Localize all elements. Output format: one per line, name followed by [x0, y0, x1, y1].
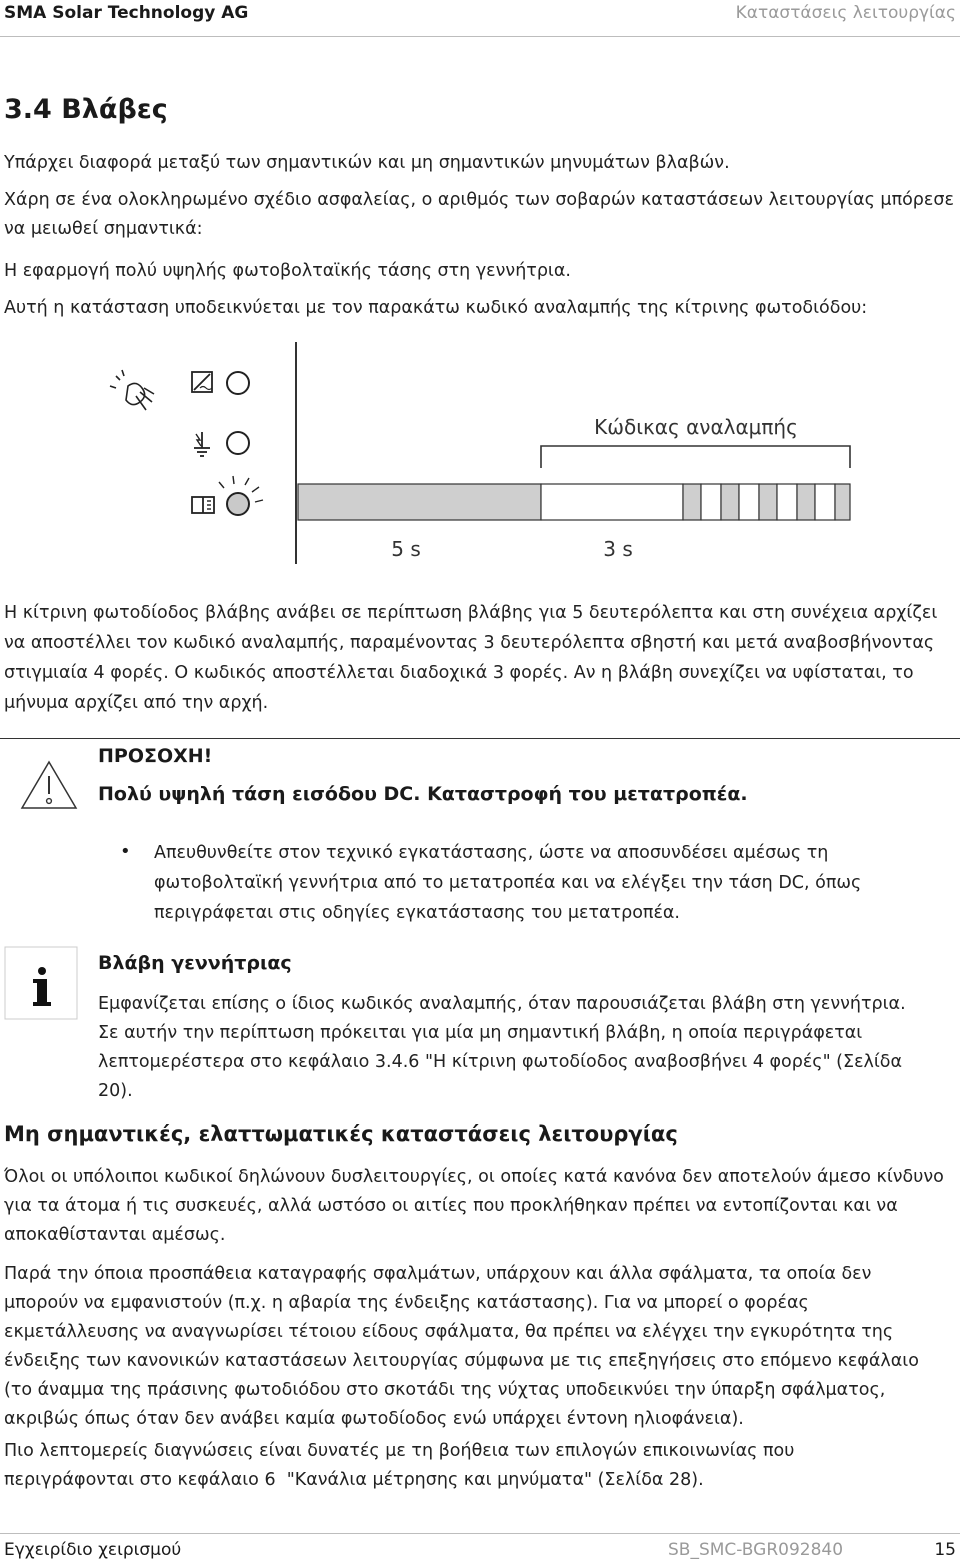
led-off-3s-bar: [541, 484, 683, 520]
intro-paragraph-3: Η εφαρμογή πολύ υψηλής φωτοβολταϊκής τάσης στη γεννήτρια.: [4, 261, 571, 281]
earth-fault-icon: [194, 432, 210, 456]
blink-gap: [777, 484, 797, 520]
info-text: Εμφανίζεται επίσης ο ίδιος κωδικός αναλαμπής, όταν παρουσιάζεται βλάβη στη γεννήτρια. Σε αυτήν την περίπτωση πρόκειται για μία μη σημαντική βλάβη, η οποία περιγράφεται λεπτομερέστερα στο κεφάλαιο 3.4.6 "Η κίτρινη φωτοδίοδος αναβοσβήνει 4 φορές" (Σελίδα 20).: [98, 994, 906, 1101]
tap-icon: [110, 370, 154, 410]
blink-code-diagram: [0, 336, 960, 570]
intro-paragraph-2: Χάρη σε ένα ολοκληρωμένο σχέδιο ασφαλείας, ο αριθμός των σοβαρών καταστάσεων λειτουργίας μπόρεσε να μειωθεί σημαντικά:: [4, 190, 960, 239]
blink-gap: [739, 484, 759, 520]
blink-gap: [815, 484, 835, 520]
warning-title: ΠΡΟΣΟΧΗ!: [98, 745, 213, 767]
blink-pulses: [683, 484, 850, 520]
bullet-dot: •: [120, 841, 131, 862]
blink-gap: [701, 484, 721, 520]
blink-pulse: [797, 484, 815, 520]
header-company: SMA Solar Technology AG: [4, 3, 249, 23]
duration-5s-label: 5 s: [391, 537, 421, 561]
warning-divider: [0, 738, 960, 739]
info-title: Βλάβη γεννήτριας: [98, 952, 292, 974]
section-paragraph-1: Όλοι οι υπόλοιποι κωδικοί δηλώνουν δυσλειτουργίες, οι οποίες κατά κανόνα δεν αποτελούν άμεσο κίνδυνο για τα άτομα ή τις συσκευές, αλλά ωστόσο οι αιτίες που προκλήθηκαν πρέπει να εντοπίζονται και να αποκαθίστανται αμέσως.: [4, 1167, 950, 1245]
page-title: 3.4 Βλάβες: [4, 94, 168, 125]
blink-code-bracket: [541, 446, 850, 468]
green-led-icon: [227, 372, 249, 394]
footer-document-code: SB_SMC-BGR092840: [668, 1540, 844, 1560]
section-paragraph-2: Παρά την όποια προσπάθεια καταγραφής σφαλμάτων, υπάρχουν και άλλα σφάλματα, τα οποία δεν μπορούν να εμφανιστούν (π.χ. η αβαρία της ένδειξης κατάστασης). Για να μπορεί ο φορέας εκμετάλλευσης να αναγνωρίσει τέτοιου είδους σφάλματα, θα πρέπει να ελέγχει την εγκυρότητα της ένδειξης των κανονικών καταστάσεων λειτουργίας σύμφωνα με τις επεξηγήσεις στο επόμενο κεφάλαιο (το άναμμα της πράσινης φωτοδιόδου στο σκοτάδι της νύχτας υποδεικνύει την ύπαρξη σφάλματος, ακριβώς όπως όταν δεν ανάβει καμία φωτοδίοδος ενώ υπάρχει έντονη ηλιοφάνεια).: [4, 1264, 925, 1429]
blink-pulse: [835, 484, 850, 520]
warning-subtitle: Πολύ υψηλή τάση εισόδου DC. Καταστροφή του μετατροπέα.: [98, 783, 748, 805]
blink-pulse: [721, 484, 739, 520]
footer-manual: Εγχειρίδιο χειρισμού: [4, 1540, 182, 1560]
explanation-paragraph: Η κίτρινη φωτοδίοδος βλάβης ανάβει σε περίπτωση βλάβης για 5 δευτερόλεπτα και στη συνέχεια αρχίζει να αποστέλλει τον κωδικό αναλαμπής, παραμένοντας 3 δευτερόλεπτα σβηστή και μετά αναβοσβήνοντας στιγμιαία 4 φορές. Ο κωδικός αποστέλλεται διαδοχικά 3 φορές. Αν η βλάβη συνεχίζει να υφίσταται, το μήνυμα αρχίζει από την αρχή.: [4, 603, 943, 713]
header-section: Καταστάσεις λειτουργίας: [735, 3, 956, 23]
led-on-5s-bar: [298, 484, 541, 520]
footer-page-number: 15: [934, 1540, 956, 1560]
red-led-icon: [227, 432, 249, 454]
header-divider: [0, 36, 960, 37]
yellow-led-icon: [227, 493, 249, 515]
intro-paragraph-4: Αυτή η κατάσταση υποδεικνύεται με τον παρακάτω κωδικό αναλαμπής της κίτρινης φωτοδιόδου:: [4, 298, 868, 318]
warning-icon: [20, 760, 78, 810]
intro-paragraph-1: Υπάρχει διαφορά μεταξύ των σημαντικών και μη σημαντικών μηνυμάτων βλαβών.: [4, 153, 730, 173]
section-paragraph-3: Πιο λεπτομερείς διαγνώσεις είναι δυνατές με τη βοήθεια των επιλογών επικοινωνίας που περιγράφονται στο κεφάλαιο 6 "Κανάλια μέτρησης και μηνύματα" (Σελίδα 28).: [4, 1441, 800, 1490]
blink-code-label: Κώδικας αναλαμπής: [594, 415, 798, 439]
warning-bullet: Απευθυνθείτε στον τεχνικό εγκατάστασης, ώστε να αποσυνδέσει αμέσως τη φωτοβολταϊκή γεννήτρια από το μετατροπέα και να ελέγξει την τάση DC, όπως περιγράφεται στις οδηγίες εγκατάστασης του μετατροπέα.: [154, 843, 862, 923]
blink-pulse: [683, 484, 701, 520]
footer-divider: [0, 1533, 960, 1534]
fault-icon: [192, 497, 214, 513]
section-heading: Μη σημαντικές, ελαττωματικές καταστάσεις λειτουργίας: [4, 1122, 678, 1146]
blink-pulse: [759, 484, 777, 520]
duration-3s-label: 3 s: [603, 537, 633, 561]
operation-icon: [192, 372, 212, 392]
info-icon: [4, 946, 78, 1020]
